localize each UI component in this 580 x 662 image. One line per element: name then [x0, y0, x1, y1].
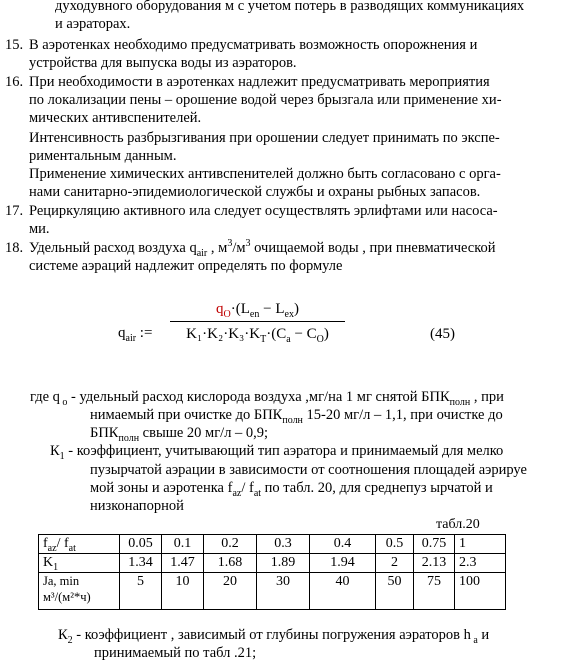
text-line: и аэраторах. — [55, 16, 131, 32]
table-cell: 1 — [455, 535, 506, 554]
text-line: низконапорной — [90, 498, 184, 514]
table-row — [39, 554, 506, 573]
text-line: $К_1$ - коэффициент, учитывающий тип аэратора и принимаемый для мелко — [50, 443, 504, 462]
text-line: Интенсивность разбрызгивания при орошении следует принимать по экспе- — [29, 130, 500, 146]
table-cell: 1.94 — [310, 554, 376, 573]
text-line: системе аэраций надлежит определять по формуле — [29, 258, 343, 274]
table-header-cell: Ja, min м³/(м²*ч) — [39, 573, 120, 610]
table-cell: 30 — [257, 573, 310, 610]
table-cell: 75 — [414, 573, 455, 610]
text-line: по локализации пены – орошение водой через брызгала или применение хи- — [29, 92, 502, 108]
text-line: нами санитарно-эпидемиологической службы и охраны рыбных запасов. — [29, 184, 481, 200]
table-cell: 0.4 — [310, 535, 376, 554]
table-cell: 1.34 — [120, 554, 162, 573]
item-number: 17. — [5, 203, 24, 219]
formula-denominator: $K_1\cdot K_2\cdot K_3\cdot K_T\cdot(C_a - C_O)$ — [186, 326, 329, 345]
text-line: принимаемый по табл .21; — [94, 645, 257, 661]
table-cell: 5 — [120, 573, 162, 610]
table-cell: 0.2 — [204, 535, 257, 554]
text-line: Рециркуляцию активного ила следует осуществлять эрлифтами или насоса- — [29, 203, 498, 219]
equation-number: (45) — [430, 326, 455, 342]
table-cell: 1.68 — [204, 554, 257, 573]
table-cell: 100 — [455, 573, 506, 610]
table-cell: 2.3 — [455, 554, 506, 573]
table-cell: 2.13 — [414, 554, 455, 573]
text-line: где q $_о$ - удельный расход кислорода воздуха ,мг/на 1 мг снятой $БПК_{полн}$ , при — [30, 389, 504, 408]
table-header-cell: $f_{az}/$ $f_{at}$ — [39, 535, 120, 554]
text-line: мических антивспенителей. — [29, 110, 202, 126]
text-line: пузырчатой аэрации в зависимости от соотношения площадей аэрируе — [90, 462, 527, 478]
table-20 — [38, 534, 506, 610]
table-caption: табл.20 — [436, 517, 480, 532]
table-row — [39, 573, 506, 610]
fraction-bar — [170, 321, 345, 322]
text-line: В аэротенках необходимо предусматривать возможность опорожнения и — [29, 37, 478, 53]
text-line: ми. — [29, 221, 50, 237]
table-cell: 2 — [376, 554, 414, 573]
table-cell: 0.75 — [414, 535, 455, 554]
table-cell: 1.47 — [162, 554, 204, 573]
text-line: риментальным данным. — [29, 148, 177, 164]
formula-numerator: $q_O\cdot(L_{en} - L_{ex})$ — [216, 301, 299, 320]
table-cell: 20 — [204, 573, 257, 610]
text-line: Применение химических антивспенителей должно быть согласовано с орга- — [29, 166, 501, 182]
table-cell: 1.89 — [257, 554, 310, 573]
table-cell: 10 — [162, 573, 204, 610]
item-number: 18. — [5, 240, 24, 256]
table-cell: 0.05 — [120, 535, 162, 554]
table-cell: 0.1 — [162, 535, 204, 554]
table-cell: 0.5 — [376, 535, 414, 554]
formula-lhs: $q_{air}$ := — [118, 325, 153, 344]
table-cell: 50 — [376, 573, 414, 610]
table-header-cell: $K_1$ — [39, 554, 120, 573]
text-line: $К_2$ - коэффициент , зависимый от глубины погружения аэраторов h $_а$ и — [58, 627, 490, 646]
item-number: 15. — [5, 37, 24, 53]
table-cell: 0.3 — [257, 535, 310, 554]
text-line: $БПК_{полн}$ свыше 20 мг/л – 0,9; — [90, 425, 269, 444]
formula-fraction — [170, 300, 345, 343]
text-line: мой зоны и аэротенка $f_{az}/$ $f_{at}$ по табл. 20, для среднепуз ырчатой и — [90, 480, 493, 499]
text-line: духодувного оборудования м с учетом потерь в разводящих коммуникациях — [55, 0, 525, 14]
text-line: При необходимости в аэротенках надлежит предусматривать мероприятия — [29, 74, 490, 90]
table-cell: 40 — [310, 573, 376, 610]
table-row — [39, 535, 506, 554]
text-line: устройства для выпуска воды из аэраторов. — [29, 55, 297, 71]
text-line: нимаемый при очистке до $БПК_{полн}$ 15-20 мг/л – 1,1, при очистке до — [90, 407, 503, 426]
item-number: 16. — [5, 74, 24, 90]
text-line: Удельный расход воздуха $q_{air}$ , $м^3/м^3$ очищаемой воды , при пневматической — [29, 238, 496, 259]
